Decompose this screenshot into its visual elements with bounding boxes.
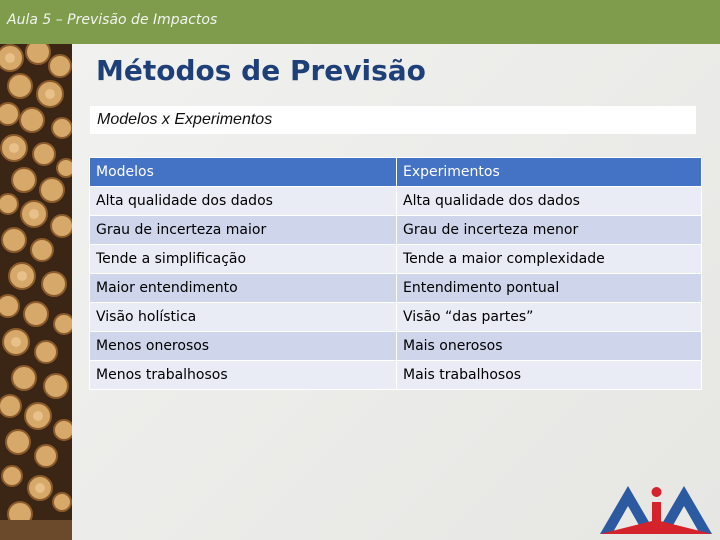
comparison-table — [89, 157, 702, 390]
logo-icon — [598, 480, 714, 536]
table-row — [90, 332, 702, 361]
subtitle-text: Modelos x Experimentos — [97, 111, 273, 128]
table-row — [90, 187, 702, 216]
table-header-row — [90, 158, 702, 187]
table-cell: Visão holística — [90, 303, 397, 332]
table-cell: Alta qualidade dos dados — [397, 187, 702, 216]
header-cell-experimentos: Experimentos — [397, 158, 702, 187]
table-cell: Tende a simplificação — [90, 245, 397, 274]
table-cell: Mais onerosos — [397, 332, 702, 361]
slide-title: Métodos de Previsão — [96, 54, 426, 87]
table-cell: Mais trabalhosos — [397, 361, 702, 390]
table-cell: Maior entendimento — [90, 274, 397, 303]
table-cell: Menos trabalhosos — [90, 361, 397, 390]
subtitle-bar — [90, 106, 696, 134]
log-pile-image — [0, 44, 72, 540]
table-row — [90, 245, 702, 274]
table-row — [90, 361, 702, 390]
table-row — [90, 303, 702, 332]
table-row — [90, 274, 702, 303]
table-cell: Tende a maior complexidade — [397, 245, 702, 274]
header-cell-modelos: Modelos — [90, 158, 397, 187]
header-bar — [0, 0, 720, 44]
table-cell: Grau de incerteza menor — [397, 216, 702, 245]
header-title: Aula 5 – Previsão de Impactos — [7, 12, 218, 28]
table-cell: Visão “das partes” — [397, 303, 702, 332]
table-cell: Alta qualidade dos dados — [90, 187, 397, 216]
table-row — [90, 216, 702, 245]
table-cell: Grau de incerteza maior — [90, 216, 397, 245]
table-cell: Entendimento pontual — [397, 274, 702, 303]
table-cell: Menos onerosos — [90, 332, 397, 361]
